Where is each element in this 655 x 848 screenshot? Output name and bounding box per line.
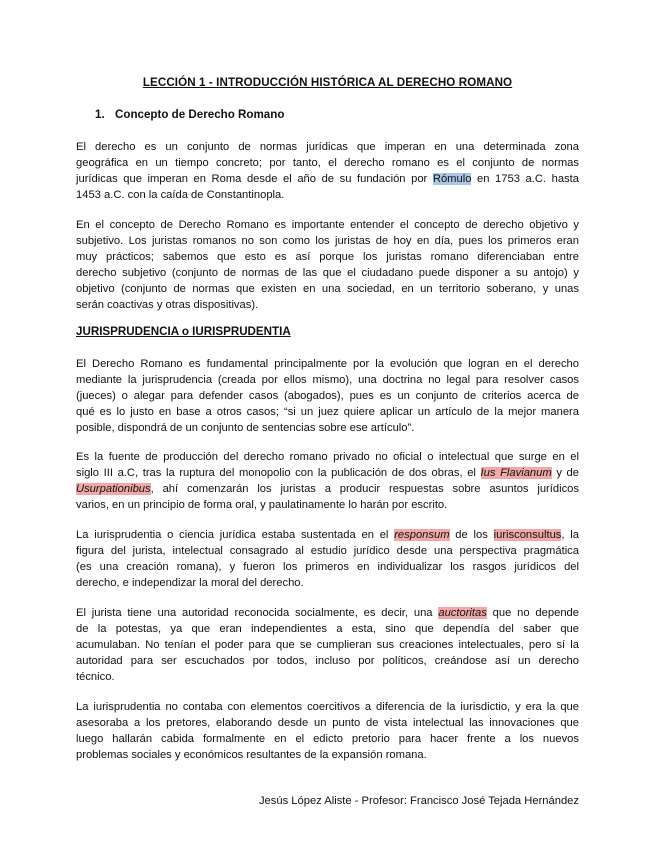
section-heading-concepto — [95, 108, 284, 121]
text-line: (jueces) o alegar para defender casos (abogados), pues es un conjunto de criterios acerca de — [76, 390, 579, 402]
text-line: asesoraba a los pretores, elaborando desde un punto de vista intelectual las innovaciones que — [76, 717, 579, 729]
section-heading-jurisprudencia: JURISPRUDENCIA o IURISPRUDENTIA — [76, 325, 291, 338]
text-line: de la potestas, ya que eran independientes a esta, sino que dependía del saber que — [76, 623, 579, 635]
text-line: serán coactivas y otras dispositivas). — [76, 299, 259, 311]
text-line: (es una creación romana), y fueron los primeros en individualizar los rasgos jurídicos del — [76, 561, 579, 573]
text-line: 1453 a.C. con la caída de Constantinopla. — [76, 189, 285, 201]
section-heading-text: Concepto de Derecho Romano — [115, 108, 285, 121]
text-line: El Derecho Romano es fundamental principalmente por la evolución que logran en el derecho — [76, 358, 579, 370]
highlight-usurpationibus: Usurpationibus — [76, 483, 151, 495]
text-line: siglo III a.C, tras la ruptura del monopolio con la publicación de dos obras, el Ius Flavianum y de — [76, 467, 579, 479]
text-line: muy prácticos; sabemos que esto es así porque los juristas romano diferenciaban entre — [76, 251, 579, 263]
text-line: La iurisprudentia o ciencia jurídica estaba sustentada en el responsum de los iurisconsultus, la — [76, 529, 579, 541]
section-number: 1. — [95, 108, 105, 121]
text-line: Es la fuente de producción del derecho romano privado no oficial o intelectual que surge en el — [76, 451, 579, 463]
paragraph-2 — [76, 217, 579, 313]
text-line: derecho subjetivo (conjunto de normas de las que el ciudadano puede disponer a su antojo) y — [76, 267, 579, 279]
page-footer: Jesús López Aliste - Profesor: Francisco José Tejada Hernández — [258, 795, 579, 807]
text-line: problemas sociales y económicos resultantes de la expansión romana. — [76, 749, 427, 761]
text-line: El derecho es un conjunto de normas jurídicas que imperan en una determinada zona — [76, 141, 579, 153]
paragraph-7 — [76, 699, 579, 763]
text-line: derecho, e independizar la moral del derecho. — [76, 577, 304, 589]
paragraph-5 — [76, 527, 579, 591]
text-line: autoridad para ser escuchados por todos, incluso por políticos, creándose así un derecho — [76, 655, 579, 667]
highlight-auctoritas: auctoritas — [438, 607, 487, 619]
highlight-responsum: responsum — [394, 529, 450, 541]
text-line: Usurpationibus, ahí comenzarán los juristas a producir respuestas sobre asuntos jurídicos — [76, 483, 579, 495]
text-line: varios, en un principio de forma oral, y paulatinamente lo harán por escrito. — [76, 499, 448, 511]
text-line: luego hallarán cabida formalmente en el edicto pretorio para hacer frente a los nuevos — [76, 733, 579, 745]
text-line: La iurisprudentia no contaba con elementos coercitivos a diferencia de la iurisdictio, y era la que — [76, 701, 579, 713]
text-line: posible, dispondrá de un conjunto de sentencias sobre ese artículo”. — [76, 422, 415, 434]
highlight-iurisconsultus: iurisconsultus — [493, 529, 562, 541]
paragraph-3 — [76, 356, 579, 436]
text-line: acumulaban. No tenían el poder para que se cumplieran sus creaciones intelectuales, pero sí la — [76, 639, 579, 651]
text-line: geográfica en un tiempo concreto; por tanto, el derecho romano es el conjunto de normas — [76, 157, 579, 169]
text-line: qué es lo justo en base a otros casos; “si un juez quiere aplicar un artículo de la mejor manera — [76, 406, 579, 418]
text-line: jurídicas que imperan en Roma desde el año de su fundación por Rómulo en 1753 a.C. hasta — [76, 173, 579, 185]
text-line: técnico. — [76, 671, 115, 683]
paragraph-6 — [76, 605, 579, 685]
text-line: subjetivo. Los juristas romanos no son como los juristas de hoy en día, pues los primeros eran — [76, 235, 579, 247]
highlight-romulo: Rómulo — [432, 173, 472, 185]
text-line: mediante la jurisprudencia (creada por ellos mismo), una doctrina no legal para resolver casos — [76, 374, 579, 386]
page-title: LECCIÓN 1 - INTRODUCCIÓN HISTÓRICA AL DERECHO ROMANO — [142, 76, 513, 89]
text-line: figura del jurista, intelectual consagrado al estudio jurídico desde una perspectiva pragmática — [76, 545, 579, 557]
highlight-ius-flavianum: Ius Flavianum — [480, 467, 552, 479]
paragraph-1 — [76, 139, 579, 203]
text-line: En el concepto de Derecho Romano es importante entender el concepto de derecho objetivo y — [76, 219, 579, 231]
paragraph-4 — [76, 449, 579, 513]
text-line: El jurista tiene una autoridad reconocida socialmente, es decir, una auctoritas que no depende — [76, 607, 579, 619]
text-line: objetivo (conjunto de normas que existen en una sociedad, en un territorio soberano, y unas — [76, 283, 579, 295]
